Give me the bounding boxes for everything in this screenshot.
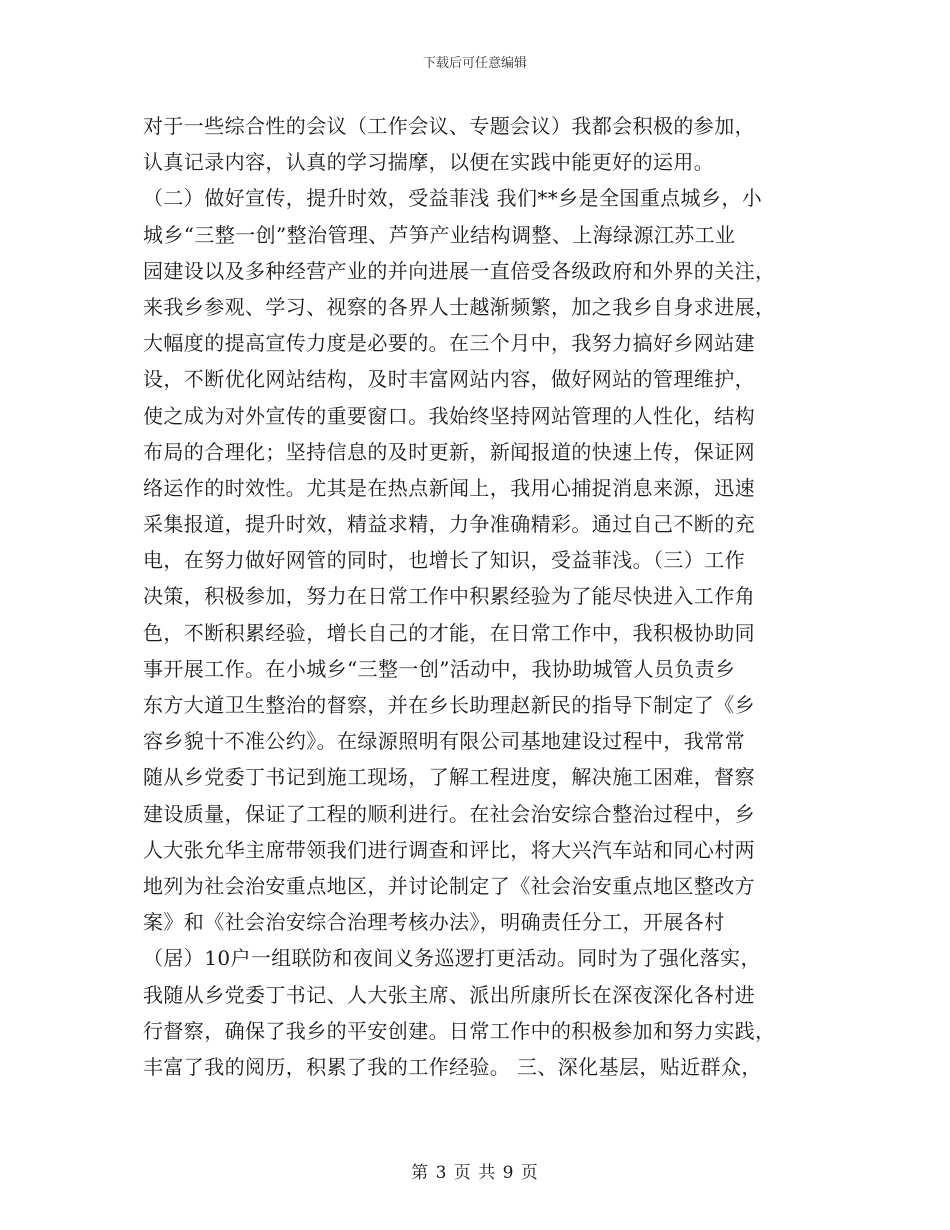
page-header: 下载后可任意编辑: [422, 56, 527, 71]
text-line: 人大张允华主席带领我们进行调查和评比，将大兴汽车站和同心村两: [143, 837, 755, 862]
text-line: 丰富了我的阅历，积累了我的工作经验。 三、深化基层，贴近群众，: [143, 1054, 762, 1079]
text-line: 设，不断优化网站结构，及时丰富网站内容，做好网站的管理维护，: [143, 367, 755, 392]
document-body: [143, 108, 823, 1085]
text-line: 园建设以及多种经营产业的并向进展一直倍受各级政府和外界的关注，: [143, 258, 776, 283]
text-line: 事开展工作。在小城乡“三整一创”活动中，我协助城管人员负责乡: [143, 656, 736, 681]
text-line: 决策，积极参加，努力在日常工作中积累经验为了能尽快进入工作角: [143, 584, 755, 609]
text-line: 城乡“三整一创”整治管理、芦笋产业结构调整、上海绿源江苏工业: [143, 222, 736, 247]
text-line: 大幅度的提高宣传力度是必要的。在三个月中，我努力搞好乡网站建: [143, 331, 755, 356]
text-line: 案》和《社会治安综合治理考核办法》，明确责任分工，开展各村: [143, 910, 725, 935]
text-line: 采集报道，提升时效，精益求精，力争准确精彩。通过自己不断的充: [143, 512, 755, 537]
text-line: （二）做好宣传，提升时效，受益菲浅 我们**乡是全国重点城乡，小: [143, 186, 763, 211]
text-line: 色，不断积累经验，增长自己的才能，在日常工作中，我积极协助同: [143, 620, 755, 645]
text-line: 对于一些综合性的会议（工作会议、专题会议）我都会积极的参加，: [143, 114, 755, 138]
text-line: 东方大道卫生整治的督察，并在乡长助理赵新民的指导下制定了《乡: [143, 693, 755, 717]
text-line: 认真记录内容，认真的学习揣摩，以便在实践中能更好的运用。: [143, 150, 715, 175]
page-number: 第 3 页 共 9 页: [411, 1163, 539, 1183]
text-line: 地列为社会治安重点地区，并讨论制定了《社会治安重点地区整改方: [143, 873, 755, 898]
text-line: 来我乡参观、学习、视察的各界人士越渐频繁，加之我乡自身求进展，: [143, 294, 776, 319]
text-line: 行督察，确保了我乡的平安创建。日常工作中的积极参加和努力实践，: [143, 1018, 776, 1043]
text-line: 随从乡党委丁书记到施工现场，了解工程进度，解决施工困难，督察: [143, 765, 755, 790]
text-line: 容乡貌十不准公约》。在绿源照明有限公司基地建设过程中，我常常: [143, 729, 745, 754]
text-line: 建设质量，保证了工程的顺利进行。在社会治安综合整治过程中，乡: [143, 801, 755, 826]
text-line: 电，在努力做好网管的同时，也增长了知识，受益菲浅。（三）工作: [143, 548, 745, 573]
text-line: 我随从乡党委丁书记、人大张主席、派出所康所长在深夜深化各村进: [143, 982, 755, 1007]
text-line: 使之成为对外宣传的重要窗口。我始终坚持网站管理的人性化，结构: [143, 403, 755, 428]
text-line: 络运作的时效性。尤其是在热点新闻上，我用心捕捉消息来源，迅速: [143, 475, 755, 500]
text-line: （居）10户一组联防和夜间义务巡逻打更活动。同时为了强化落实，: [143, 946, 761, 971]
text-line: 布局的合理化；坚持信息的及时更新，新闻报道的快速上传，保证网: [143, 439, 755, 464]
